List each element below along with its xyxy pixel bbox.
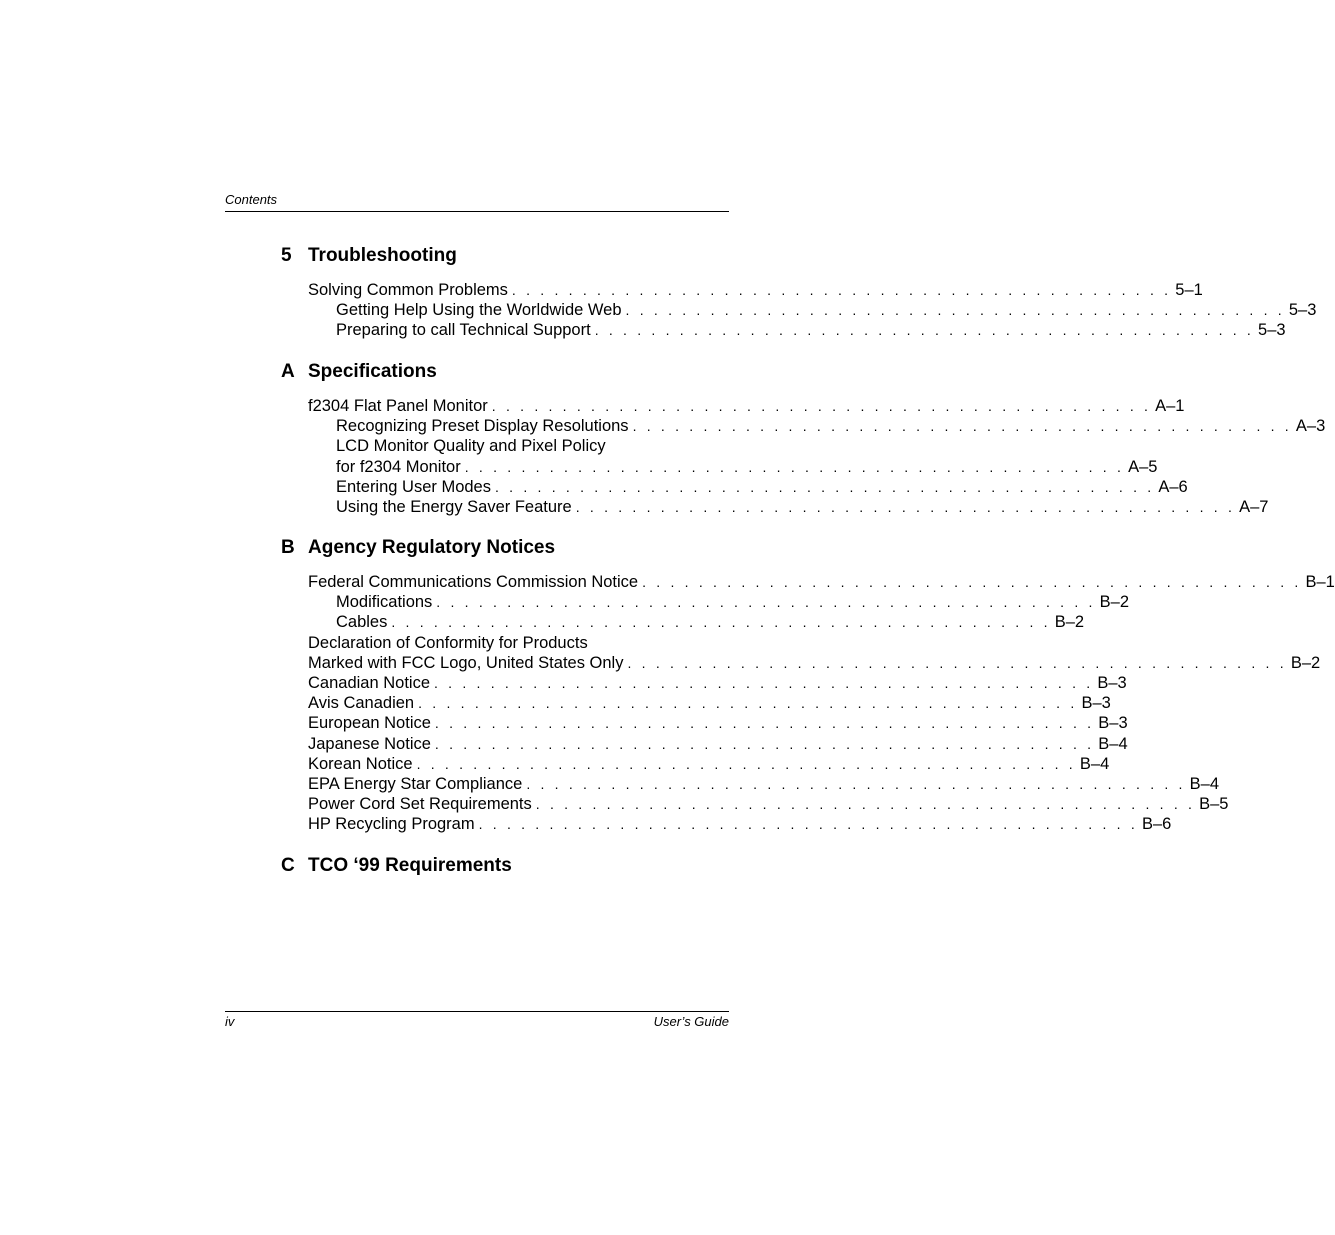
toc-entry-label: Japanese Notice [308, 734, 431, 753]
dot-leader: . . . . . . . . . . . . . . . . . . . . . . . . . . . . . . . . . . . . . . . . . . . . . . . [464, 458, 1125, 475]
toc-entry-label: EPA Energy Star Compliance [308, 774, 523, 793]
toc-entry-page: B–2 [1290, 653, 1321, 672]
toc-entry[interactable] [308, 477, 1188, 497]
toc-entry-label: Cables [336, 613, 388, 632]
dot-leader: . . . . . . . . . . . . . . . . . . . . . . . . . . . . . . . . . . . . . . . . . . . . . . . [436, 594, 1096, 611]
toc-entry-label: Declaration of Conformity for Products [308, 633, 588, 652]
chapter-entries [308, 396, 1326, 517]
toc-entry-page: A–7 [1239, 497, 1269, 516]
chapter-heading[interactable] [281, 245, 457, 267]
toc-entry[interactable] [308, 320, 1286, 340]
toc-entry-page: A–1 [1155, 397, 1185, 415]
dot-leader: . . . . . . . . . . . . . . . . . . . . . . . . . . . . . . . . . . . . . . . . . . . . . . . [642, 574, 1302, 590]
dot-leader: . . . . . . . . . . . . . . . . . . . . . . . . . . . . . . . . . . . . . . . . . . . . . . . [418, 695, 1078, 712]
toc-entry[interactable] [308, 497, 1269, 517]
toc-entry[interactable] [308, 457, 1158, 477]
header-label: Contents [225, 192, 278, 207]
dot-leader: . . . . . . . . . . . . . . . . . . . . . . . . . . . . . . . . . . . . . . . . . . . . . . . [526, 775, 1186, 792]
chapter-number: C [281, 855, 295, 876]
toc-entry-page: A–5 [1128, 457, 1158, 476]
toc-entry-page: B–3 [1081, 694, 1111, 713]
toc-entry-page: B–1 [1305, 573, 1335, 591]
toc-entry[interactable] [308, 436, 729, 456]
toc-entry[interactable] [308, 754, 1110, 774]
toc-entry-page: B–5 [1199, 795, 1229, 814]
toc-entry-page: B–4 [1079, 754, 1110, 773]
toc-entry[interactable] [308, 713, 1128, 733]
toc-entry-page: 5–3 [1258, 321, 1286, 340]
chapter-heading[interactable] [281, 537, 555, 559]
dot-leader: . . . . . . . . . . . . . . . . . . . . . . . . . . . . . . . . . . . . . . . . . . . . . . . [575, 498, 1236, 515]
page-number: iv [225, 1014, 235, 1029]
toc-entry[interactable] [308, 734, 1128, 754]
toc-entry-label: Power Cord Set Requirements [308, 795, 532, 814]
chapter-number: B [281, 537, 295, 558]
toc-entry-label: Using the Energy Saver Feature [336, 497, 572, 516]
toc-entry-page: B–2 [1099, 593, 1129, 612]
toc-entry-page: B–4 [1189, 774, 1220, 793]
toc-entry[interactable] [308, 592, 1129, 612]
toc-entry[interactable] [308, 693, 1111, 713]
dot-leader: . . . . . . . . . . . . . . . . . . . . . . . . . . . . . . . . . . . . . . . . . . . . . . . [478, 816, 1138, 833]
chapter-title: Troubleshooting [308, 245, 457, 266]
footer-rule [225, 1011, 729, 1012]
toc-entry[interactable] [308, 280, 1203, 300]
toc-entry-label: LCD Monitor Quality and Pixel Policy [336, 437, 606, 456]
chapter-title: Specifications [308, 361, 437, 382]
dot-leader: . . . . . . . . . . . . . . . . . . . . . . . . . . . . . . . . . . . . . . . . . . . . . . . [391, 614, 1051, 631]
toc-entry-page: B–2 [1054, 613, 1085, 632]
toc-entry-label: Modifications [336, 593, 433, 612]
toc-entry-label: Marked with FCC Logo, United States Only [308, 653, 624, 672]
toc-entry-label: Avis Canadien [308, 694, 415, 713]
chapter-number: A [281, 361, 295, 382]
toc-entry-label: HP Recycling Program [308, 815, 475, 834]
dot-leader: . . . . . . . . . . . . . . . . . . . . . . . . . . . . . . . . . . . . . . . . . . . . . . . [511, 282, 1172, 298]
toc-entry-label: European Notice [308, 714, 431, 733]
toc-entry-label: for f2304 Monitor [336, 457, 461, 476]
dot-leader: . . . . . . . . . . . . . . . . . . . . . . . . . . . . . . . . . . . . . . . . . . . . . . . [625, 302, 1285, 319]
chapter-entries [308, 572, 1335, 834]
toc-entry-label: Preparing to call Technical Support [336, 321, 591, 340]
dot-leader: . . . . . . . . . . . . . . . . . . . . . . . . . . . . . . . . . . . . . . . . . . . . . . . [627, 654, 1287, 671]
toc-entry-page: B–4 [1098, 734, 1128, 753]
toc-entry-label: Solving Common Problems [308, 281, 508, 299]
toc-entry-label: Korean Notice [308, 754, 413, 773]
toc-entry-page: B–3 [1097, 673, 1127, 692]
toc-entry-label: Recognizing Preset Display Resolutions [336, 417, 629, 436]
toc-entry-label: f2304 Flat Panel Monitor [308, 397, 488, 415]
toc-entry-label: Getting Help Using the Worldwide Web [336, 301, 622, 320]
toc-entry[interactable] [308, 416, 1326, 436]
chapter-title: TCO ‘99 Requirements [308, 855, 512, 876]
dot-leader: . . . . . . . . . . . . . . . . . . . . . . . . . . . . . . . . . . . . . . . . . . . . . . . [416, 755, 1076, 772]
dot-leader: . . . . . . . . . . . . . . . . . . . . . . . . . . . . . . . . . . . . . . . . . . . . . . . [434, 674, 1094, 691]
toc-entry-page: A–6 [1158, 477, 1188, 496]
dot-leader: . . . . . . . . . . . . . . . . . . . . . . . . . . . . . . . . . . . . . . . . . . . . . . . [535, 796, 1196, 813]
toc-entry[interactable] [308, 572, 1335, 592]
dot-leader: . . . . . . . . . . . . . . . . . . . . . . . . . . . . . . . . . . . . . . . . . . . . . . . [491, 398, 1152, 414]
dot-leader: . . . . . . . . . . . . . . . . . . . . . . . . . . . . . . . . . . . . . . . . . . . . . . . [632, 418, 1292, 435]
toc-entry-label: Federal Communications Commission Notice [308, 573, 639, 591]
chapter-heading[interactable] [281, 361, 437, 383]
toc-entry[interactable] [308, 814, 1172, 834]
toc-entry[interactable] [308, 612, 1085, 632]
toc-entry-page: 5–1 [1175, 281, 1203, 299]
toc-entry-page: 5–3 [1288, 301, 1317, 320]
toc-entry-page: B–3 [1098, 714, 1128, 733]
dot-leader: . . . . . . . . . . . . . . . . . . . . . . . . . . . . . . . . . . . . . . . . . . . . . . . [434, 715, 1095, 732]
chapter-title: Agency Regulatory Notices [308, 537, 556, 558]
footer-title: User’s Guide [653, 1014, 729, 1029]
toc-entry[interactable] [308, 794, 1229, 814]
toc-entry-label: Entering User Modes [336, 477, 491, 496]
chapter-entries [308, 280, 1317, 341]
dot-leader: . . . . . . . . . . . . . . . . . . . . . . . . . . . . . . . . . . . . . . . . . . . . . . . [495, 478, 1155, 495]
dot-leader: . . . . . . . . . . . . . . . . . . . . . . . . . . . . . . . . . . . . . . . . . . . . . . . [594, 322, 1255, 339]
header-rule [225, 211, 729, 212]
toc-entry[interactable] [308, 396, 1185, 416]
toc-entry-label: Canadian Notice [308, 673, 430, 692]
toc-entry[interactable] [308, 633, 729, 653]
toc-entry-page: A–3 [1295, 417, 1326, 436]
toc-entry[interactable] [308, 774, 1220, 794]
toc-entry[interactable] [308, 300, 1317, 320]
toc-entry[interactable] [308, 673, 1127, 693]
chapter-number: 5 [281, 245, 292, 266]
toc-entry-page: B–6 [1141, 815, 1172, 834]
toc-entry[interactable] [308, 653, 1321, 673]
chapter-heading[interactable] [281, 855, 512, 877]
dot-leader: . . . . . . . . . . . . . . . . . . . . . . . . . . . . . . . . . . . . . . . . . . . . . . . [434, 735, 1095, 752]
